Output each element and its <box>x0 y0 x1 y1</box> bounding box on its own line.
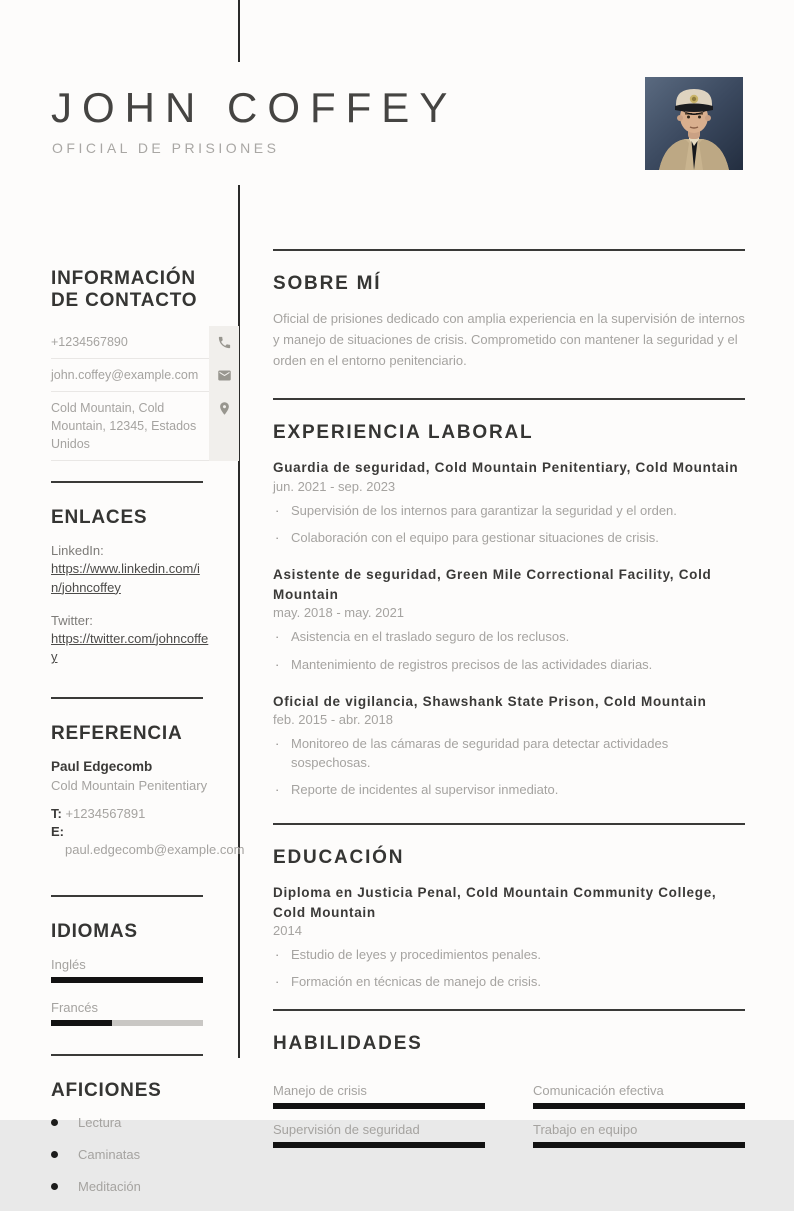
reference-email-label: E: <box>51 824 64 839</box>
education-bullet <box>273 973 745 991</box>
bullet-dot-icon <box>51 1151 58 1158</box>
experience-bullet-text: Colaboración con el equipo para gestionar situaciones de crisis. <box>291 530 659 546</box>
experience-bullet <box>273 781 745 799</box>
experience-dates: jun. 2021 - sep. 2023 <box>273 478 396 494</box>
profile-photo <box>645 77 743 170</box>
hobby-label: Caminatas <box>78 1147 141 1163</box>
top-divider-line <box>238 0 240 62</box>
skill-item <box>273 1122 485 1148</box>
experience-bullet-text: Mantenimiento de registros precisos de las actividades diarias. <box>291 656 653 672</box>
section-divider <box>51 481 203 483</box>
languages-heading: IDIOMAS <box>51 921 138 943</box>
twitter-label: Twitter: <box>51 612 93 628</box>
education-heading: EDUCACIÓN <box>273 846 405 868</box>
experience-bullet-text: Asistencia en el traslado seguro de los reclusos. <box>291 629 570 645</box>
bullet-dot-icon: · <box>275 530 280 546</box>
section-divider <box>51 697 203 699</box>
about-text: Oficial de prisiones dedicado con amplia experiencia en la supervisión de internos y manejo de situaciones de crisis. Comprometido con mantener la seguridad y el orden en el entorno penitenciario. <box>273 311 745 368</box>
address-value: Cold Mountain, Cold Mountain, 12345, Estados Unidos <box>51 392 209 461</box>
location-icon <box>209 392 239 461</box>
bullet-dot-icon: · <box>275 974 280 990</box>
person-name: JOHN COFFEY <box>51 84 458 131</box>
hobby-item <box>51 1179 239 1194</box>
skill-level-fill <box>533 1103 745 1109</box>
experience-bullet <box>273 656 745 674</box>
bullet-dot-icon: · <box>275 656 280 672</box>
reference-organization: Cold Mountain Penitentiary <box>51 777 208 793</box>
experience-title: Oficial de vigilancia, Shawshank State Prison, Cold Mountain <box>273 693 707 709</box>
main-content <box>273 249 745 1148</box>
skill-level-fill <box>273 1142 485 1148</box>
section-divider <box>273 1009 745 1011</box>
hobby-label: Lectura <box>78 1115 122 1131</box>
experience-bullet <box>273 502 745 520</box>
email-value: john.coffey@example.com <box>51 359 209 392</box>
skill-level-bar <box>273 1142 485 1148</box>
reference-phone: +1234567891 <box>65 805 146 821</box>
bullet-dot-icon <box>51 1119 58 1126</box>
language-item <box>51 1000 239 1026</box>
reference-email-line <box>51 823 245 859</box>
link-item-linkedin <box>51 543 239 598</box>
experience-bullet <box>273 529 745 547</box>
experience-bullet <box>273 628 745 646</box>
education-dates: 2014 <box>273 923 302 939</box>
contact-row-address <box>51 392 239 461</box>
phone-icon <box>209 326 239 359</box>
link-item-twitter <box>51 613 239 668</box>
skill-item <box>533 1083 745 1109</box>
section-divider <box>51 895 203 897</box>
skill-item <box>273 1083 485 1109</box>
skill-name: Trabajo en equipo <box>533 1122 638 1138</box>
profile-photo-illustration <box>645 77 743 170</box>
twitter-link[interactable]: https://twitter.com/johncoffey <box>51 630 209 665</box>
experience-bullet-text: Reporte de incidentes al supervisor inmediato. <box>291 781 559 797</box>
language-item <box>51 957 239 983</box>
skill-level-bar <box>533 1142 745 1148</box>
section-hobbies <box>51 1080 239 1194</box>
language-level-fill <box>51 1020 112 1026</box>
hobby-item <box>51 1147 239 1162</box>
experience-bullet <box>273 735 745 771</box>
section-about <box>273 273 745 371</box>
experience-entry <box>273 458 745 547</box>
reference-phone-label: T: <box>51 805 62 821</box>
skill-item <box>533 1122 745 1148</box>
section-divider <box>273 249 745 251</box>
about-heading: SOBRE MÍ <box>273 273 382 294</box>
experience-entry <box>273 692 745 799</box>
skill-name: Comunicación efectiva <box>533 1083 664 1099</box>
experience-dates: feb. 2015 - abr. 2018 <box>273 712 393 728</box>
section-languages <box>51 921 239 1055</box>
phone-value: +1234567890 <box>51 326 209 359</box>
hobby-label: Meditación <box>78 1179 141 1195</box>
hobbies-heading: AFICIONES <box>51 1079 162 1101</box>
section-education <box>273 847 745 992</box>
experience-title: Guardia de seguridad, Cold Mountain Penitentiary, Cold Mountain <box>273 460 739 476</box>
bullet-dot-icon: · <box>275 781 280 797</box>
bullet-dot-icon <box>51 1183 58 1190</box>
education-bullet <box>273 946 745 964</box>
bullet-dot-icon: · <box>275 502 280 518</box>
reference-phone-line <box>51 805 209 823</box>
linkedin-link[interactable]: https://www.linkedin.com/in/johncoffey <box>51 560 200 595</box>
education-bullet-text: Estudio de leyes y procedimientos penales. <box>291 947 542 963</box>
experience-bullet-text: Monitoreo de las cámaras de seguridad para detectar actividades sospechosas. <box>291 736 669 770</box>
linkedin-label: LinkedIn: <box>51 542 104 558</box>
skills-heading: HABILIDADES <box>273 1033 423 1055</box>
section-divider <box>273 398 745 400</box>
mail-icon <box>209 359 239 392</box>
skill-level-fill <box>273 1103 485 1109</box>
education-bullet-text: Formación en técnicas de manejo de crisis. <box>291 974 542 990</box>
contact-row-phone <box>51 326 239 359</box>
experience-bullet-text: Supervisión de los internos para garantizar la seguridad y el orden. <box>291 502 677 518</box>
section-contact <box>51 268 239 483</box>
contact-heading: INFORMACIÓN DE CONTACTO <box>51 268 198 312</box>
education-entry <box>273 883 745 992</box>
bullet-dot-icon: · <box>275 736 280 752</box>
education-title: Diploma en Justicia Penal, Cold Mountain Community College, Cold Mountain <box>273 884 717 920</box>
experience-heading: EXPERIENCIA LABORAL <box>273 422 534 444</box>
reference-heading: REFERENCIA <box>51 723 183 745</box>
section-reference <box>51 723 245 897</box>
experience-entry <box>273 565 745 674</box>
contact-row-email <box>51 359 239 392</box>
skill-level-fill <box>533 1142 745 1148</box>
skill-level-bar <box>533 1103 745 1109</box>
section-experience <box>273 422 745 799</box>
language-level-bar <box>51 1020 203 1026</box>
bullet-dot-icon: · <box>275 947 280 963</box>
reference-email: paul.edgecomb@example.com <box>65 842 245 858</box>
section-divider <box>273 823 745 825</box>
skill-name: Supervisión de seguridad <box>273 1122 420 1138</box>
person-job-title: OFICIAL DE PRISIONES <box>52 140 280 156</box>
language-name: Inglés <box>51 956 86 972</box>
skill-name: Manejo de crisis <box>273 1083 367 1099</box>
section-skills <box>273 1033 745 1148</box>
sidebar <box>51 268 245 1211</box>
experience-title: Asistente de seguridad, Green Mile Correctional Facility, Cold Mountain <box>273 567 712 602</box>
language-name: Francés <box>51 999 98 1015</box>
language-level-fill <box>51 977 203 983</box>
skill-level-bar <box>273 1103 485 1109</box>
section-links <box>51 507 239 699</box>
reference-name: Paul Edgecomb <box>51 758 153 774</box>
links-heading: ENLACES <box>51 507 148 529</box>
skills-grid <box>273 1083 745 1148</box>
language-level-bar <box>51 977 203 983</box>
section-divider <box>51 1054 203 1056</box>
experience-dates: may. 2018 - may. 2021 <box>273 605 405 621</box>
bullet-dot-icon: · <box>275 629 280 645</box>
hobby-item <box>51 1115 239 1130</box>
